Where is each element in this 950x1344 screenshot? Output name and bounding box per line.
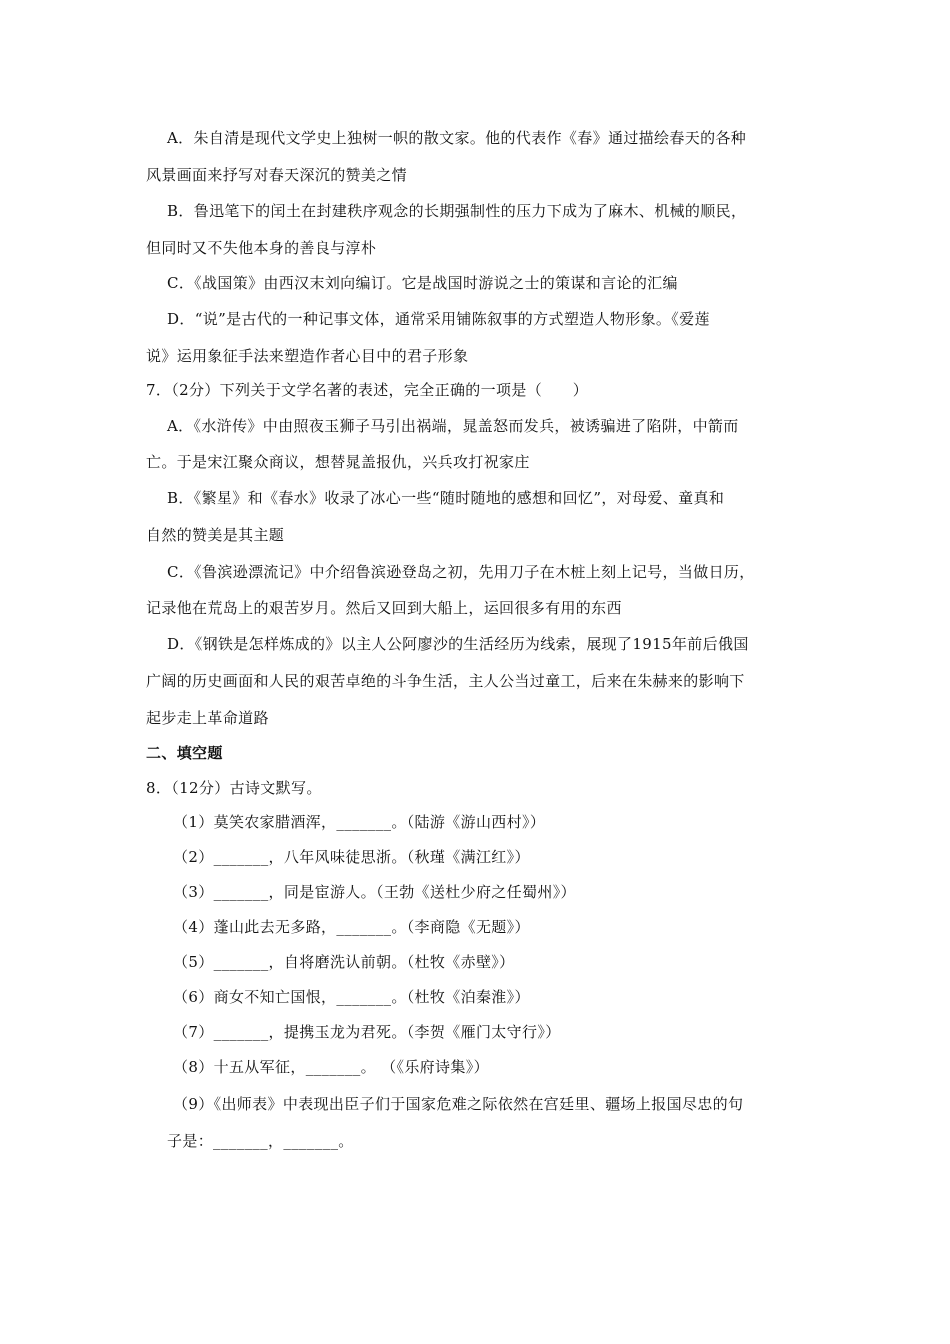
q6-option-b-line2: 但同时又不失他本身的善良与淳朴 (146, 239, 377, 257)
q6-option-b-line1: B．鲁迅笔下的闰土在封建秩序观念的长期强制性的压力下成为了麻木、机械的顺民， (167, 202, 747, 220)
q8-item-9-line2: 子是：_______，_______。 (167, 1132, 354, 1150)
q8-item-6: （6）商女不知亡国恨，_______。（杜牧《泊秦淮》） (173, 988, 530, 1006)
q6-option-d-line2: 说》运用象征手法来塑造作者心目中的君子形象 (146, 347, 469, 365)
q8-item-7: （7）_______，提携玉龙为君死。（李贺《雁门太守行》） (173, 1023, 561, 1041)
q6-option-a-line1: A．朱自清是现代文学史上独树一帜的散文家。他的代表作《春》通过描绘春天的各种 (167, 129, 747, 147)
q7-option-c-line1: C．《鲁滨逊漂流记》中介绍鲁滨逊登岛之初，先用刀子在木桩上刻上记号，当做日历， (167, 563, 755, 581)
q8-item-9-line1: （9）《出师表》中表现出臣子们于国家危难之际依然在宫廷里、疆场上报国尽忠的句 (173, 1095, 744, 1113)
q7-option-d-line1: D．《钢铁是怎样炼成的》以主人公阿廖沙的生活经历为线索，展现了1915年前后俄国 (167, 635, 749, 653)
q8-stem: 8．（12分）古诗文默写。 (146, 779, 322, 797)
q7-stem: 7．（2分）下列关于文学名著的表述，完全正确的一项是（ ） (146, 381, 589, 399)
q8-item-3: （3）_______，同是宦游人。（王勃《送杜少府之任蜀州》） (173, 883, 576, 901)
q8-item-2: （2）_______，八年风味徒思浙。（秋瑾《满江红》） (173, 848, 530, 866)
q6-option-a-line2: 风景画面来抒写对春天深沉的赞美之情 (146, 166, 407, 184)
q7-option-a-line1: A．《水浒传》中由照夜玉狮子马引出祸端，晁盖怒而发兵，被诱骗进了陷阱，中箭而 (167, 417, 739, 435)
q8-item-5: （5）_______，自将磨洗认前朝。（杜牧《赤壁》） (173, 953, 515, 971)
q8-item-4: （4）蓬山此去无多路，_______。（李商隐《无题》） (173, 918, 530, 936)
q6-option-d-line1: D．“说”是古代的一种记事文体，通常采用铺陈叙事的方式塑造人物形象。《爱莲 (167, 310, 710, 328)
q7-option-d-line2: 广阔的历史画面和人民的艰苦卓绝的斗争生活，主人公当过童工，后来在朱赫来的影响下 (146, 672, 745, 690)
section-heading: 二、填空题 (146, 744, 223, 762)
q7-option-b-line1: B．《繁星》和《春水》收录了冰心一些“随时随地的感想和回忆”，对母爱、童真和 (167, 489, 725, 507)
q8-item-8: （8）十五从军征，_______。 （《乐府诗集》） (173, 1058, 489, 1076)
q7-option-c-line2: 记录他在荒岛上的艰苦岁月。然后又回到大船上，运回很多有用的东西 (146, 599, 622, 617)
q7-option-d-line3: 起步走上革命道路 (146, 709, 269, 727)
q7-option-b-line2: 自然的赞美是其主题 (146, 526, 285, 544)
q8-item-1: （1）莫笑农家腊酒浑，_______。（陆游《游山西村》） (173, 813, 546, 831)
q6-option-c-line1: C．《战国策》由西汉末刘向编订。它是战国时游说之士的策谋和言论的汇编 (167, 274, 678, 292)
q7-option-a-line2: 亡。于是宋江聚众商议，想替晁盖报仇，兴兵攻打祝家庄 (146, 453, 530, 471)
